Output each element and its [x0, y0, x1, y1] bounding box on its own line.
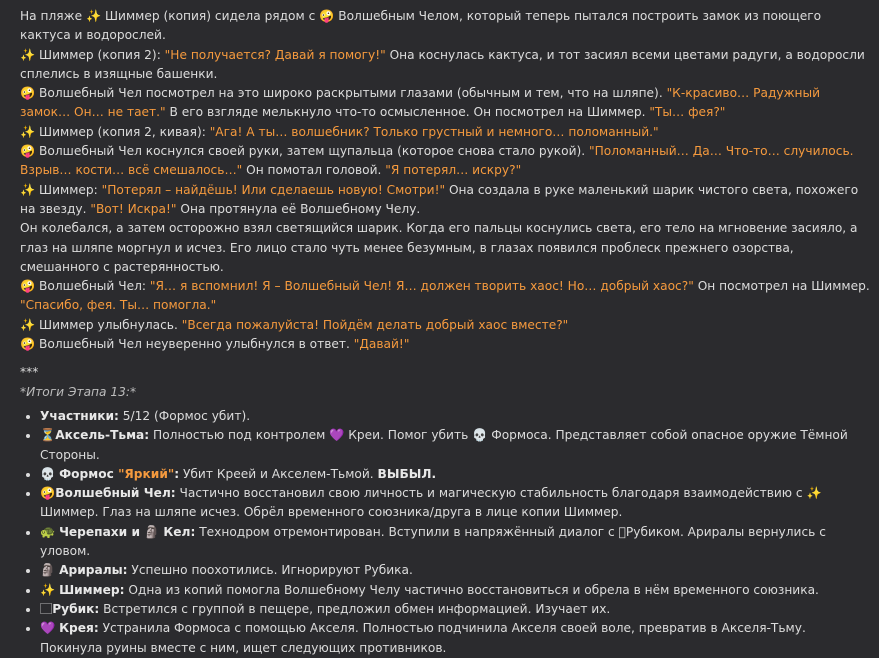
hourglass-icon: ⏳: [40, 428, 56, 443]
crazy-face-icon: 🤪: [20, 144, 36, 159]
quote: "Спасибо, фея. Ты… помогла.": [20, 298, 217, 313]
quote: "Ты… фея?": [649, 105, 726, 120]
list-item: • Участники: 5/12 (Формос убит).: [40, 407, 871, 426]
list-item: • 💜 Крея: Устранила Формоса с помощью Акселя. Полностью подчинила Акселя своей воле, превратив в Акселя-Тьму. Покинула руины вместе с ним, ищет следующих противников.: [40, 619, 871, 658]
story-paragraph-3: 🤪 Волшебный Чел посмотрел на это широко раскрытыми глазами (обычным и тем, что на шляпе). "К-красиво… Радужный замок… Он… не тает." В его взгляде мелькнуло что-то осмысленное. Он посмотрел на Шиммер. "Ты… фея?": [20, 86, 821, 120]
turtle-icon: 🐢: [40, 524, 56, 539]
quote: "Поломанный… Да… Что-то… случилось. Взрыв… кости… всё смешалось…": [20, 144, 854, 178]
summary-title: *Итоги Этапа 13:*: [20, 384, 137, 399]
crazy-face-icon: 🤪: [20, 337, 36, 352]
story-paragraph-9: ✨ Шиммер улыбнулась. "Всегда пожалуйста! Пойдём делать добрый хаос вместе?": [20, 316, 871, 335]
moai-icon: 🗿: [40, 563, 56, 578]
list-item: • 🐢 Черепахи и 🗿 Кел: Технодром отремонтирован. Вступили в напряжённый диалог с ⃞Рубиком. Арирaлы вернулись с уловом.: [40, 523, 871, 562]
missing-glyph-icon: ⃞: [40, 601, 53, 616]
separator: ***: [20, 365, 39, 380]
crazy-face-icon: 🤪: [40, 486, 56, 501]
quote: "К-красиво… Радужный замок… Он… не тает.": [20, 86, 821, 120]
sparkle-icon: ✨: [20, 182, 36, 197]
quote: "Потерял – найдёшь! Или сделаешь новую! Смотри!": [101, 182, 446, 197]
story-paragraph-1: На пляже ✨ Шиммер (копия) сидела рядом с 🤪 Волшебным Челом, который теперь пытался построить замок из поющего кактуса и водорослей.: [20, 9, 822, 43]
sparkle-icon: ✨: [20, 317, 36, 332]
sparkle-icon: ✨: [20, 124, 36, 139]
quote: "Ага! А ты… волшебник? Только грустный и немного… поломанный.": [209, 124, 659, 139]
quote: "Я… я вспомнил! Я – Волшебный Чел! Я… должен творить хаос! Но… добрый хаос?": [149, 279, 694, 294]
story-paragraph-2: ✨ Шиммер (копия 2): "Не получается? Давай я помогу!" Она коснулась кактуса, и тот засиял всеми цветами радуги, а водоросли сплелись в изящные башенки.: [20, 47, 865, 81]
skull-icon: 💀: [472, 428, 488, 443]
list-item: • ✨ Шиммер: Одна из копий помогла Волшебному Челу частично восстановиться и обрела в нём временного союзника.: [40, 581, 871, 600]
list-item: • ⃞Рубик: Встретился с группой в пещере, предложил обмен информацией. Изучает их.: [40, 600, 871, 619]
story-paragraph-5: 🤪 Волшебный Чел коснулся своей руки, затем щупальца (которое снова стало рукой). "Поломанный… Да… Что-то… случилось. Взрыв… кости… всё смешалось…" Он помотал головой. "Я потерял… искру?": [20, 144, 854, 178]
list-item: • 🗿 Арирaлы: Успешно поохотились. Игнорируют Рубика.: [40, 561, 871, 580]
story-paragraph-8: 🤪 Волшебный Чел: "Я… я вспомнил! Я – Волшебный Чел! Я… должен творить хаос! Но… добрый хаос?" Он посмотрел на Шиммер. "Спасибо, фея. Ты… помогла.": [20, 279, 870, 313]
purple-heart-icon: 💜: [40, 621, 56, 636]
sparkle-icon: ✨: [20, 47, 36, 62]
story-paragraph-7: Он колебался, а затем осторожно взял светящийся шарик. Когда его пальцы коснулись света, его тело на мгновение засияло, а глаз на шляпе моргнул и исчез. Его лицо стало чуть менее безумным, в глазах появился проблеск прежнего озорства, смешанного с растерянностью.: [20, 221, 858, 274]
quote: "Вот! Искра!": [90, 201, 177, 216]
crazy-face-icon: 🤪: [20, 86, 36, 101]
purple-heart-icon: 💜: [329, 428, 345, 443]
sparkle-icon: ✨: [85, 9, 102, 23]
sparkle-icon: ✨: [40, 582, 56, 597]
story-paragraph-4: ✨ Шиммер (копия 2, кивая): "Ага! А ты… волшебник? Только грустный и немного… поломанный.": [20, 123, 871, 142]
quote: "Всегда пожалуйста! Пойдём делать добрый хаос вместе?": [181, 317, 569, 332]
quote: "Не получается? Давай я помогу!": [164, 47, 386, 62]
crazy-face-icon: 🤪: [20, 279, 36, 294]
story-paragraph-10: 🤪 Волшебный Чел неуверенно улыбнулся в ответ. "Давай!": [20, 335, 871, 354]
summary-list: [20, 407, 871, 658]
list-item: • ⏳Аксель-Тьма: Полностью под контролем 💜 Креи. Помог убить 💀 Формоса. Представляет собой опасное оружие Тёмной Стороны.: [40, 426, 871, 465]
list-item: • 💀 Формос "Яркий": Убит Креей и Акселем-Тьмой. ВЫБЫЛ.: [40, 465, 871, 484]
sparkle-icon: ✨: [806, 486, 822, 501]
moai-icon: 🗿: [144, 524, 160, 539]
list-item: • 🤪Волшебный Чел: Частично восстановил свою личность и магическую стабильность благодаря взаимодействию с ✨ Шиммер. Глаз на шляпе исчез. Обрёл временного союзника/друга в лице копии Шиммер.: [40, 484, 871, 523]
skull-icon: 💀: [40, 466, 56, 481]
story-paragraph-6: ✨ Шиммер: "Потерял – найдёшь! Или сделаешь новую! Смотри!" Она создала в руке маленький шарик чистого света, похожего на звезду. "Вот! Искра!" Она протянула её Волшебному Челу.: [20, 182, 859, 216]
quote: "Давай!": [353, 337, 410, 352]
crazy-face-icon: 🤪: [319, 9, 335, 23]
quote: "Я потерял… искру?": [385, 163, 522, 178]
